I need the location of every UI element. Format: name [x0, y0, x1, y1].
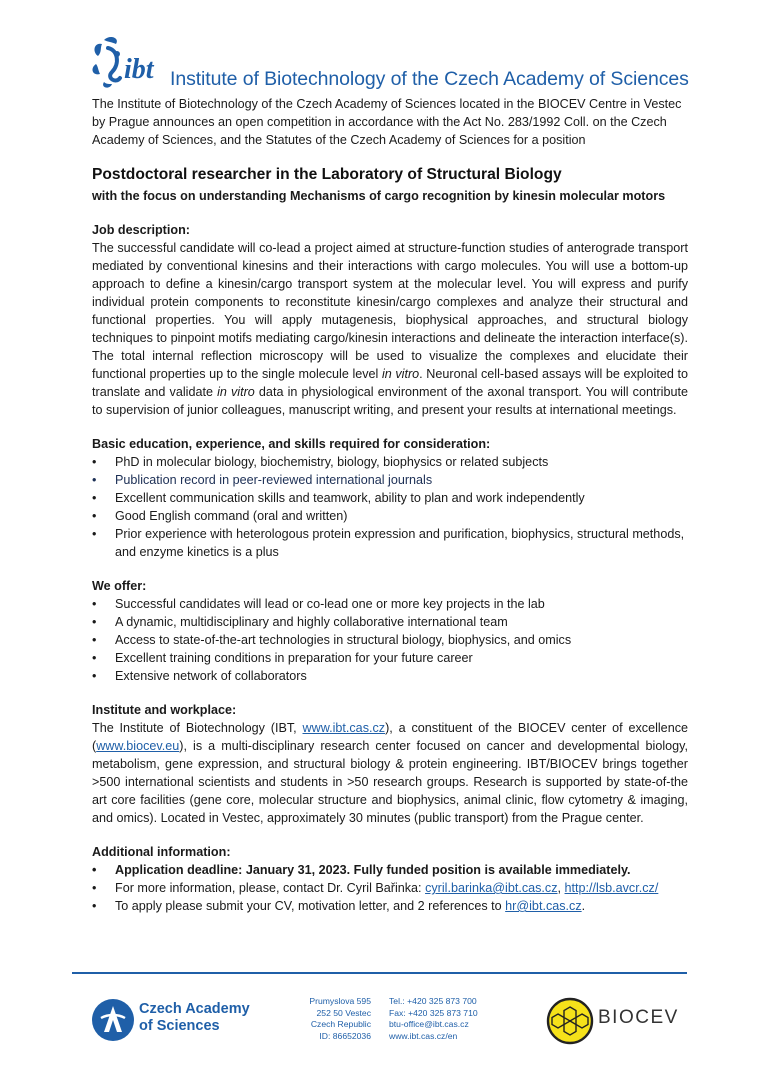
- institute-title: Institute of Biotechnology of the Czech Academy of Sciences: [170, 68, 689, 90]
- address-line: ID: 86652036: [319, 1030, 371, 1041]
- header: [90, 34, 710, 92]
- list-item: • A dynamic, multidisciplinary and highly collaborative international team: [92, 613, 688, 631]
- job-description-text-1: The successful candidate will co-lead a project aimed at structure-function studies of anterograde transport mediated by conventional kinesins and their interactions with cargo molecules. You will use a bottom-up approach to define a kinesin/cargo transport system at the molecular level. You will express and purify individual protein components to reconstitute kinesin/cargo complexes and analyze their structural and functional properties. You will apply mutagenesis, biophysical approaches, and structural biology techniques to pinpoint motifs mediating cargo/kinesin interactions and delineate the interaction interface(s). The total internal reflection microscopy will be used to visualize the complexes and elucidate their functional properties up to the single molecule level: [92, 241, 688, 381]
- apply-text: To apply please submit your CV, motivation letter, and 2 references to: [115, 899, 506, 913]
- position-subtitle: with the focus on understanding Mechanisms of cargo recognition by kinesin molecular motors: [92, 189, 666, 203]
- requirements-heading: Basic education, experience, and skills required for consideration:: [92, 437, 491, 451]
- address-line: 252 50 Vestec: [316, 1007, 371, 1018]
- lab-website-link[interactable]: http://lsb.avcr.cz/: [564, 881, 659, 895]
- cas-line-2: of Sciences: [139, 1018, 220, 1034]
- job-posting: [92, 95, 688, 915]
- contact-separator: ,: [557, 881, 565, 895]
- contact-line[interactable]: www.ibt.cas.cz/en: [389, 1030, 458, 1041]
- list-item: • Good English command (oral and written): [92, 507, 688, 525]
- contact-text: For more information, please, contact Dr. Cyril Bařinka:: [115, 881, 426, 895]
- footer-contacts: [389, 996, 509, 1042]
- apply-item: [92, 897, 688, 915]
- footer-divider: [72, 972, 687, 974]
- additional-info-heading: Additional information:: [92, 845, 231, 859]
- in-vitro-1: in vitro: [381, 367, 420, 381]
- in-vitro-2: in vitro: [217, 385, 255, 399]
- list-item: • Excellent communication skills and teamwork, ability to plan and work independently: [92, 489, 688, 507]
- address-line: Czech Republic: [310, 1019, 371, 1029]
- list-item: • Extensive network of collaborators: [92, 667, 688, 685]
- institute-paragraph: [92, 719, 688, 827]
- institute-text-1: The Institute of Biotechnology (IBT,: [92, 721, 303, 735]
- contact-line[interactable]: btu-office@ibt.cas.cz: [389, 1019, 469, 1029]
- intro-paragraph: The Institute of Biotechnology of the Czech Academy of Sciences located in the BIOCEV Centre in Vestec by Prague announces an open competition in accordance with the Act No. 283/1992 Coll. on the Czech Academy of Sciences, and the Statutes of the Czech Academy of Sciences for a position: [92, 97, 682, 147]
- contact-line: Tel.: +420 325 873 700: [389, 996, 477, 1006]
- additional-info-list: [92, 861, 688, 915]
- footer-address: [286, 996, 371, 1042]
- institute-heading: Institute and workplace:: [92, 703, 237, 717]
- contact-line: Fax: +420 325 873 710: [389, 1007, 478, 1018]
- cas-line-1: Czech Academy: [139, 1001, 250, 1017]
- list-item: • Publication record in peer-reviewed international journals: [92, 471, 688, 489]
- biocev-name: BIOCEV: [598, 1007, 679, 1028]
- ibt-website-link[interactable]: www.ibt.cas.cz: [302, 721, 386, 735]
- job-description-text-2: . Neuronal cell-based assays will be exploited to translate and validate: [92, 367, 689, 399]
- ibt-logo: [90, 34, 166, 90]
- cas-name: [139, 1001, 250, 1035]
- institute-text-2: ), a constituent of the BIOCEV center of excellence (: [92, 721, 688, 753]
- deadline-item: • Application deadline: January 31, 2023. Fully funded position is available immediately.: [92, 861, 688, 879]
- institute-text-3: ), is a multi-disciplinary research center focused on cancer and developmental biology, metabolism, gene expression, and structural biology & protein engineering. IBT/BIOCEV brings together >500 international scientists and students in >50 research groups. Research is supported by state-of-the art core facilities (gene core, molecular structure and biophysics, animal clinic, flow cytometry & imaging, and omics). Located in Vestec, approximately 30 minutes (public transport) from the Prague center.: [92, 739, 688, 825]
- offer-heading: We offer:: [92, 579, 147, 593]
- address-line: Prumyslova 595: [309, 996, 371, 1006]
- job-description-heading: Job description:: [92, 223, 190, 237]
- job-description-paragraph: [92, 239, 688, 419]
- contact-email-link[interactable]: cyril.barinka@ibt.cas.cz: [425, 881, 558, 895]
- offer-list: [92, 595, 688, 685]
- hr-email-link[interactable]: hr@ibt.cas.cz: [505, 899, 582, 913]
- list-item: • Prior experience with heterologous protein expression and purification, biophysics, structural methods, and enzyme kinetics is a plus: [92, 525, 688, 561]
- requirements-list: [92, 453, 688, 561]
- position-title: Postdoctoral researcher in the Laboratory of Structural Biology: [92, 166, 562, 183]
- biocev-website-link[interactable]: www.biocev.eu: [96, 739, 180, 753]
- contact-item: [92, 879, 688, 897]
- list-item: • Excellent training conditions in preparation for your future career: [92, 649, 688, 667]
- ibt-logo-text: ibt: [124, 54, 154, 85]
- list-item: • Access to state-of-the-art technologies in structural biology, biophysics, and omics: [92, 631, 688, 649]
- apply-end: .: [581, 899, 586, 913]
- job-description-text-3: data in physiological environment of the axonal transport. You will contribute to supervision of junior colleagues, manuscript writing, and present your results at international meetings.: [92, 385, 688, 417]
- list-item: • PhD in molecular biology, biochemistry, biology, biophysics or related subjects: [92, 453, 688, 471]
- list-item: • Successful candidates will lead or co-lead one or more key projects in the lab: [92, 595, 688, 613]
